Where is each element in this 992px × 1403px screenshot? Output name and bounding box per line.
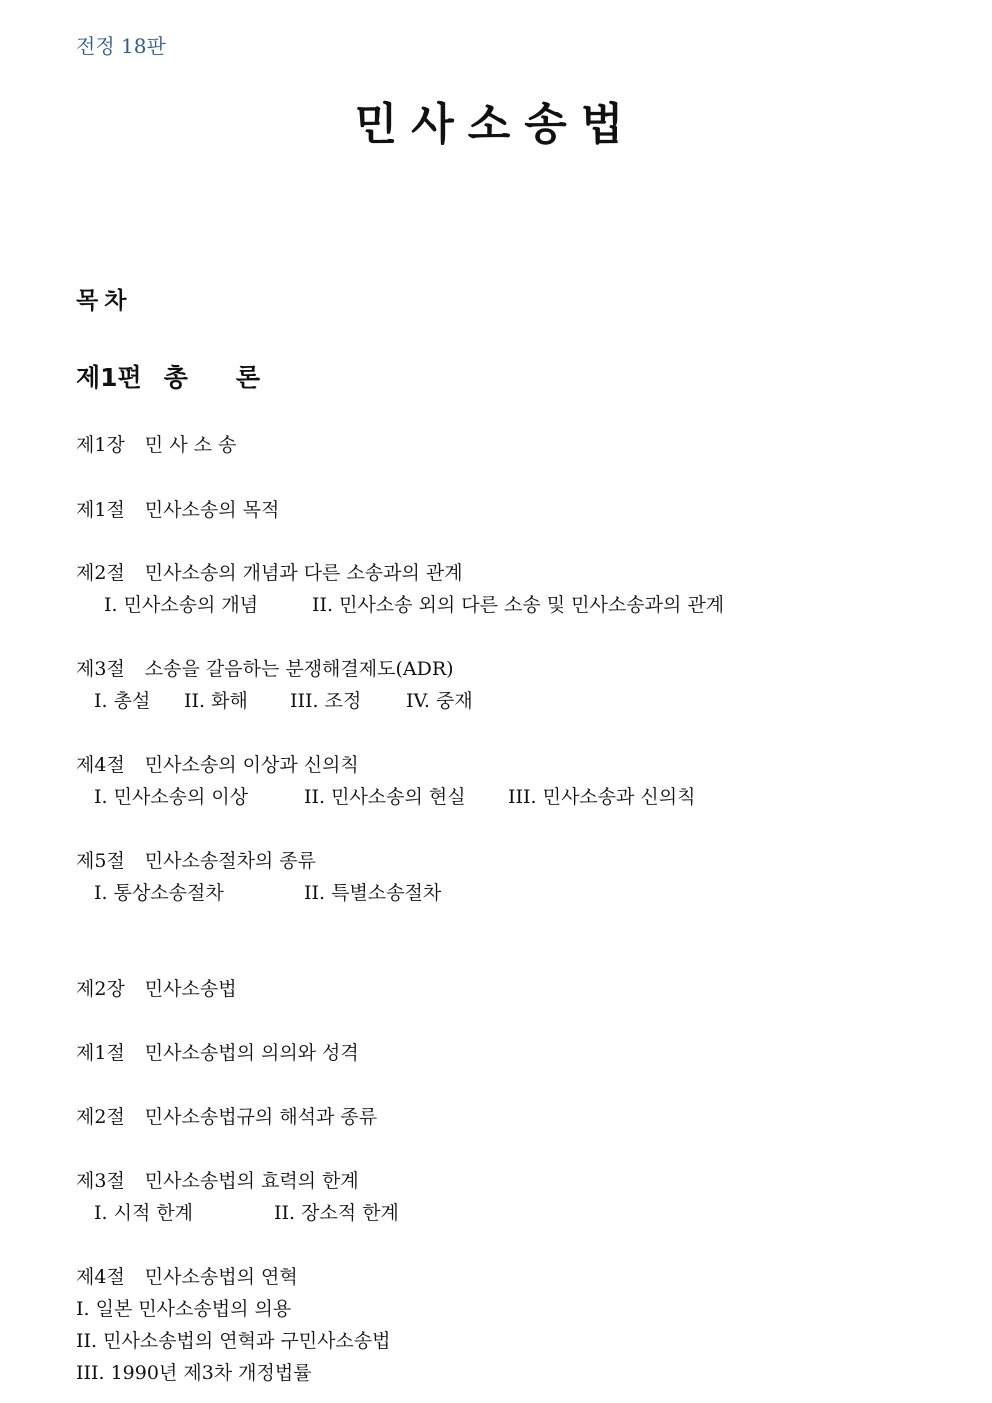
subsection-item: III. 민사소송과 신의칙 <box>508 786 696 808</box>
section-name: 민사소송의 목적 <box>144 499 280 521</box>
section-name: 민사소송의 이상과 신의칙 <box>144 754 359 776</box>
subsection-item: II. 민사소송의 현실 <box>304 786 466 808</box>
subsection-item: III. 조정 <box>290 690 362 712</box>
subsection-item: II. 민사소송 외의 다른 소송 및 민사소송과의 관계 <box>312 594 725 616</box>
subsection-item: I. 민사소송의 개념 <box>104 594 259 616</box>
section-label: 제1절 <box>76 1042 125 1064</box>
subsection-item: I. 총설 <box>94 690 151 712</box>
section-label: 제1절 <box>76 499 125 521</box>
part-label: 제1편 <box>76 363 142 392</box>
section-label: 제2절 <box>76 1106 125 1128</box>
subsection-item: III. 1990년 제3차 개정법률 <box>76 1362 312 1384</box>
section-name: 민사소송법의 연혁 <box>144 1266 298 1288</box>
part-1-heading <box>76 358 260 394</box>
section-1-5 <box>76 846 316 873</box>
section-label: 제3절 <box>76 1170 125 1192</box>
section-name: 민사소송법규의 해석과 종류 <box>144 1106 378 1128</box>
chapter-2-heading <box>76 974 237 1001</box>
section-label: 제2절 <box>76 562 125 584</box>
subsection-item: II. 특별소송절차 <box>304 882 442 904</box>
document-title: 민사소송법 <box>354 99 638 150</box>
edition-label: 전정 18판 <box>76 34 166 58</box>
subsection-item: II. 장소적 한계 <box>274 1202 399 1224</box>
section-name: 민사소송법의 의의와 성격 <box>144 1042 359 1064</box>
part-name-b: 론 <box>235 363 261 392</box>
chapter-label: 제2장 <box>76 978 125 1000</box>
part-name-a: 총 <box>163 363 188 392</box>
section-1-4 <box>76 750 359 777</box>
section-name: 민사소송법의 효력의 한계 <box>144 1170 359 1192</box>
section-1-3 <box>76 654 454 681</box>
subsection-item: I. 시적 한계 <box>94 1202 194 1224</box>
chapter-label: 제1장 <box>76 434 125 456</box>
chapter-name: 민 사 소 송 <box>144 434 237 456</box>
toc-heading: 목차 <box>76 288 133 314</box>
section-2-4 <box>76 1262 298 1289</box>
section-name: 민사소송의 개념과 다른 소송과의 관계 <box>144 562 463 584</box>
subsection-item: I. 일본 민사소송법의 의용 <box>76 1298 292 1320</box>
section-label: 제3절 <box>76 658 125 680</box>
chapter-1-heading <box>76 430 236 457</box>
section-2-3 <box>76 1166 359 1193</box>
subsection-item: I. 민사소송의 이상 <box>94 786 249 808</box>
subsection-item: IV. 중재 <box>406 690 473 712</box>
section-2-2 <box>76 1102 377 1129</box>
section-1-2 <box>76 558 463 585</box>
section-1-1 <box>76 495 279 522</box>
section-label: 제4절 <box>76 1266 125 1288</box>
section-label: 제5절 <box>76 850 125 872</box>
section-name: 민사소송절차의 종류 <box>144 850 317 872</box>
section-1-2-items <box>104 590 725 617</box>
subsection-item: I. 통상소송절차 <box>94 882 224 904</box>
section-label: 제4절 <box>76 754 125 776</box>
subsection-item: II. 민사소송법의 연혁과 구민사소송법 <box>76 1330 391 1352</box>
subsection-item: II. 화해 <box>184 690 248 712</box>
section-name: 소송을 갈음하는 분쟁해결제도(ADR) <box>144 658 454 680</box>
section-2-1 <box>76 1038 359 1065</box>
chapter-name: 민사소송법 <box>144 978 237 1000</box>
